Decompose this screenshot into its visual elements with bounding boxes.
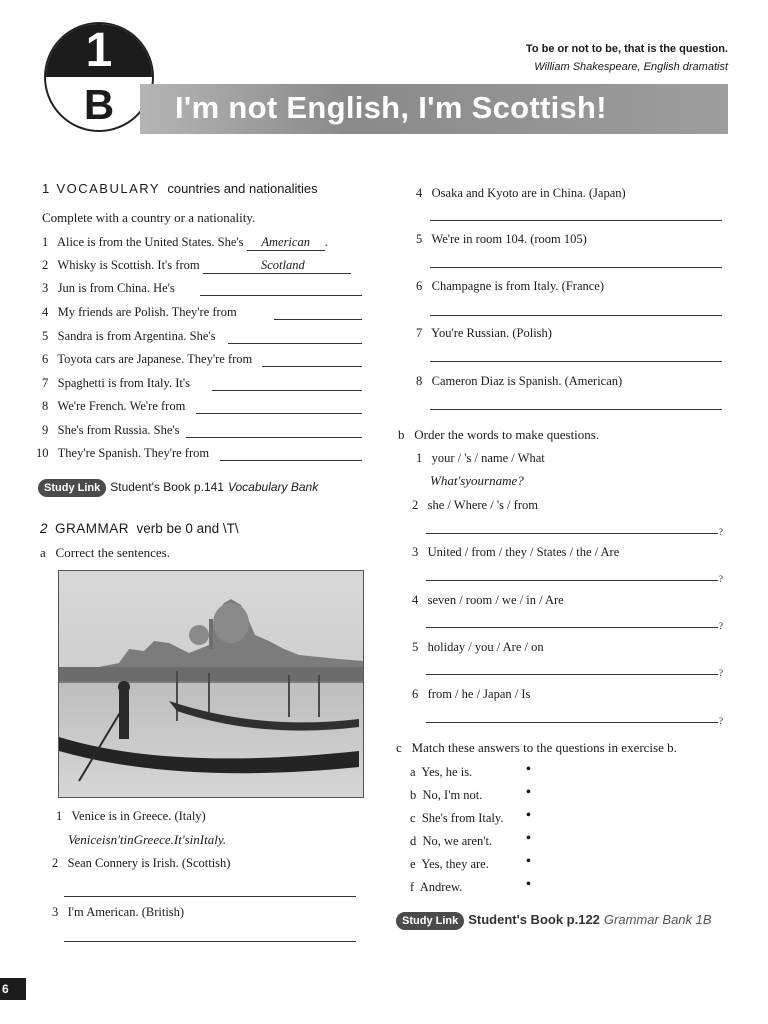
item-text: I'm American. (British) (67, 905, 185, 919)
answer-text: Scotland (260, 258, 305, 272)
grammar-item (416, 185, 626, 201)
item-letter: a (410, 765, 416, 779)
answer-line[interactable] (430, 315, 722, 316)
item-number: 5 (42, 329, 49, 343)
item-number: 6 (412, 687, 419, 701)
answer-line[interactable] (247, 234, 325, 251)
item-text: Toyota cars are Japanese. They're from (57, 352, 253, 366)
item-letter: d (410, 834, 417, 848)
grammar-heading-topic: verb be 0 and \T\ (136, 521, 239, 536)
answer-line[interactable] (426, 533, 718, 534)
item-letter: c (410, 811, 416, 825)
item-number: 5 (416, 232, 423, 246)
item-text: Cameron Diaz is Spanish. (American) (431, 374, 623, 388)
item-text: Sean Connery is Irish. (Scottish) (67, 856, 231, 870)
item-number: 4 (416, 186, 423, 200)
answer-line[interactable] (186, 437, 362, 438)
quote-author: William Shakespeare, English dramatist (534, 61, 728, 73)
item-text: Venice is in Greece. (Italy) (71, 809, 206, 823)
part-letter: a (40, 545, 46, 560)
part-c-instruction (396, 740, 677, 756)
question-mark: ? (719, 716, 723, 726)
vocab-item: 1 Alice is from the United States. She's American . (42, 235, 328, 249)
item-number: 8 (416, 374, 423, 388)
part-letter: c (396, 740, 402, 755)
match-item (410, 764, 472, 780)
item-number: 6 (416, 279, 423, 293)
item-number: 3 (42, 281, 49, 295)
item-number: 3 (412, 545, 419, 559)
match-item (410, 856, 489, 872)
grammar-study-link[interactable] (396, 911, 712, 930)
item-text: seven / room / we / in / Are (427, 593, 564, 607)
answer-line[interactable] (426, 580, 718, 581)
grammar-item (416, 231, 587, 247)
answer-line[interactable] (196, 413, 362, 414)
item-text: Spaghetti is from Italy. It's (57, 376, 190, 390)
vocab-item (42, 328, 216, 344)
answer-line[interactable] (426, 674, 718, 675)
item-text: Alice is from the United States. She's (56, 235, 244, 249)
vocab-study-link[interactable] (38, 478, 318, 497)
study-link-badge: Study Link (396, 912, 464, 930)
grammar-heading (40, 521, 239, 536)
item-text: Whisky is Scottish. It's from (57, 258, 200, 272)
item-number: 9 (42, 423, 49, 437)
item-number: 1 (56, 809, 63, 823)
vocab-instruction: Complete with a country or a nationality. (42, 210, 256, 225)
item-number: 3 (52, 905, 59, 919)
item-number: 1 (42, 235, 49, 249)
venice-photo (58, 570, 364, 798)
vocab-heading-number: 1 (42, 181, 50, 196)
item-text: United / from / they / States / the / Are (427, 545, 620, 559)
grammar-heading-number: 2 (40, 521, 48, 536)
answer-line[interactable] (203, 257, 351, 274)
question-mark: ? (719, 668, 723, 678)
item-number: 4 (412, 593, 419, 607)
item-letter: e (410, 857, 416, 871)
unit-number: 1 (85, 24, 113, 77)
item-letter: f (410, 880, 415, 894)
vocab-item (42, 398, 185, 414)
page-number: 6 (0, 978, 26, 1000)
question-example-answer: What'syourname? (430, 473, 524, 488)
answer-line[interactable] (430, 267, 722, 268)
item-letter: b (410, 788, 417, 802)
answer-line[interactable] (430, 220, 722, 221)
item-number: 7 (416, 326, 423, 340)
item-number: 10 (36, 446, 49, 460)
item-text: We're French. We're from (57, 399, 186, 413)
vocab-item (42, 351, 252, 367)
match-dot[interactable]: • (526, 785, 531, 800)
grammar-instruction-a (40, 545, 170, 561)
item-text: You're Russian. (Polish) (431, 326, 552, 340)
match-dot[interactable]: • (526, 808, 531, 823)
answer-line[interactable] (212, 390, 362, 391)
part-letter: b (398, 427, 405, 442)
quote-block (526, 40, 728, 76)
answer-line[interactable] (430, 361, 722, 362)
item-text: Sandra is from Argentina. She's (57, 329, 216, 343)
instruction-text: Correct the sentences. (55, 545, 170, 560)
item-text: My friends are Polish. They're from (57, 305, 237, 319)
item-text: Yes, he is. (421, 765, 473, 779)
study-link-bank: Vocabulary Bank (227, 480, 319, 494)
match-dot[interactable]: • (526, 831, 531, 846)
answer-line[interactable] (274, 319, 362, 320)
question-mark: ? (719, 527, 723, 537)
study-link-badge: Study Link (38, 479, 106, 497)
page-title: I'm not English, I'm Scottish! (175, 90, 607, 125)
item-text: your / 's / name / What (431, 451, 545, 465)
question-mark: ? (719, 574, 723, 584)
item-number: 7 (42, 376, 49, 390)
match-dot[interactable]: • (526, 762, 531, 777)
answer-line[interactable] (64, 941, 356, 942)
unit-letter: B (83, 81, 115, 128)
question-item (412, 592, 564, 608)
vocab-heading-topic: countries and nationalities (167, 181, 318, 196)
answer-line[interactable] (426, 722, 718, 723)
item-number: 5 (412, 640, 419, 654)
match-item (410, 879, 462, 895)
vocab-heading-word: VOCABULARY (56, 181, 161, 196)
answer-line[interactable] (262, 366, 362, 367)
match-item (410, 787, 482, 803)
item-number: 1 (416, 451, 423, 465)
quote-text: To be or not to be, that is the question. (525, 43, 728, 55)
question-item (412, 686, 530, 702)
match-dot[interactable]: • (526, 854, 531, 869)
item-number: 6 (42, 352, 49, 366)
item-number: 8 (42, 399, 49, 413)
instruction-text: Order the words to make questions. (414, 427, 600, 442)
answer-line[interactable] (200, 295, 362, 296)
vocab-item (42, 257, 372, 274)
item-text: Jun is from China. He's (57, 281, 175, 295)
item-text: Champagne is from Italy. (France) (431, 279, 605, 293)
item-number: 4 (42, 305, 49, 319)
item-text: holiday / you / Are / on (427, 640, 544, 654)
question-item (412, 497, 538, 513)
answer-line[interactable] (64, 896, 356, 897)
question-item (412, 639, 544, 655)
item-text: Andrew. (419, 880, 463, 894)
vocab-item (42, 280, 175, 296)
grammar-heading-word: GRAMMAR (55, 521, 130, 536)
item-text: No, I'm not. (422, 788, 483, 802)
grammar-item (416, 325, 552, 341)
vocab-heading (42, 181, 318, 196)
item-text: No, we aren't. (422, 834, 493, 848)
part-b-instruction (398, 427, 599, 443)
answer-line[interactable] (430, 409, 722, 410)
question-item (412, 544, 619, 560)
item-text: She's from Russia. She's (57, 423, 180, 437)
instruction-text: Match these answers to the questions in exercise b. (411, 740, 677, 755)
item-number: 2 (52, 856, 59, 870)
vocab-item (42, 375, 190, 391)
grammar-item (52, 904, 184, 920)
vocab-item (42, 422, 180, 438)
question-item (416, 450, 545, 466)
item-number: 2 (412, 498, 419, 512)
answer-line[interactable] (228, 343, 362, 344)
grammar-item (56, 808, 206, 824)
question-mark: ? (719, 621, 723, 631)
grammar-item (416, 373, 622, 389)
match-dot[interactable]: • (526, 877, 531, 892)
grammar-example-answer: Veniceisn'tinGreece.It'sinItaly. (68, 832, 227, 847)
item-text: She's from Italy. (421, 811, 504, 825)
vocab-item (36, 445, 209, 461)
study-link-ref: Student's Book p.122 (468, 912, 600, 927)
item-text: Osaka and Kyoto are in China. (Japan) (431, 186, 626, 200)
grammar-item (52, 855, 230, 871)
item-text: They're Spanish. They're from (57, 446, 210, 460)
study-link-bank: Grammar Bank 1B (603, 912, 712, 927)
grammar-item (416, 278, 604, 294)
match-item (410, 810, 503, 826)
answer-line[interactable] (426, 627, 718, 628)
vocab-item (42, 304, 237, 320)
item-text: We're in room 104. (room 105) (431, 232, 587, 246)
item-text: from / he / Japan / Is (427, 687, 531, 701)
answer-text: American (261, 235, 310, 249)
item-text: she / Where / 's / from (427, 498, 538, 512)
item-number: 2 (42, 258, 49, 272)
study-link-ref: Student's Book p.141 (110, 480, 224, 494)
answer-line[interactable] (220, 460, 362, 461)
unit-badge (44, 22, 154, 132)
match-item (410, 833, 492, 849)
item-text: Yes, they are. (421, 857, 489, 871)
